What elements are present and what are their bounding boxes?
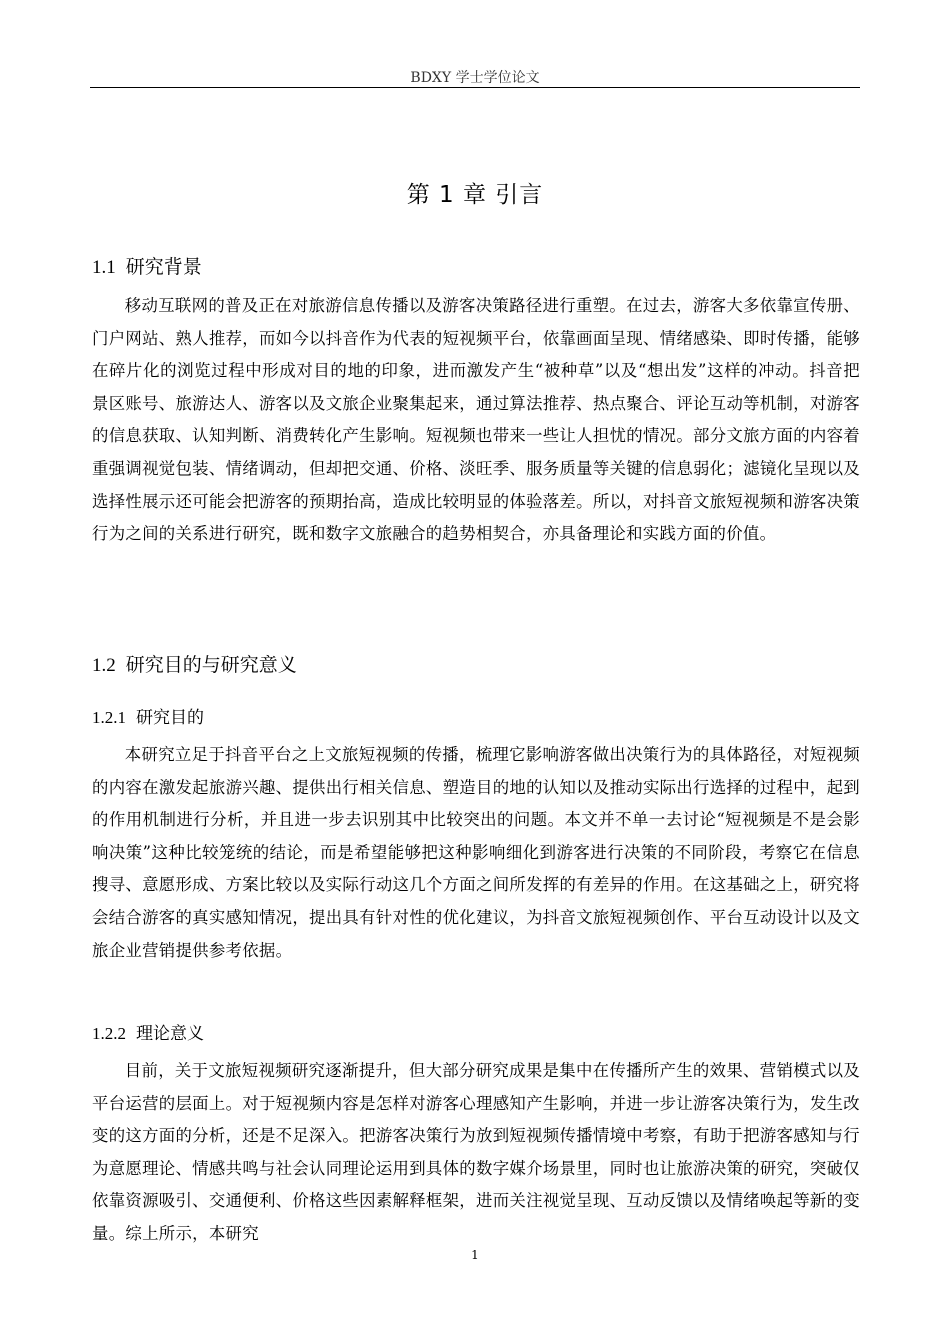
page-number: 1 <box>471 1248 479 1262</box>
section-heading-1-2 <box>92 650 297 677</box>
section-number: 1.2.2 <box>92 1024 126 1043</box>
section-heading-1-1 <box>92 252 202 279</box>
paragraph-research-background: 移动互联网的普及正在对旅游信息传播以及游客决策路径进行重塑。在过去，游客大多依靠宣传册、门户网站、熟人推荐，而如今以抖音作为代表的短视频平台，依靠画面呈现、情绪感染、即时传播，能够在碎片化的浏览过程中形成对目的地的印象，进而激发产生“被种草”以及“想出发”这样的冲动。抖音把景区账号、旅游达人、游客以及文旅企业聚集起来，通过算法推荐、热点聚合、评论互动等机制，对游客的信息获取、认知判断、消费转化产生影响。短视频也带来一些让人担忧的情况。部分文旅方面的内容着重强调视觉包装、情绪调动，但却把交通、价格、淡旺季、服务质量等关键的信息弱化；滤镜化呈现以及选择性展示还可能会把游客的预期抬高，造成比较明显的体验落差。所以，对抖音文旅短视频和游客决策行为之间的关系进行研究，既和数字文旅融合的趋势相契合，亦具备理论和实践方面的价值。 <box>92 296 860 544</box>
header-rule <box>90 87 860 88</box>
section-title: 研究目的 <box>136 708 204 728</box>
section-title: 理论意义 <box>136 1024 204 1044</box>
section-title: 研究背景 <box>125 256 202 278</box>
section-number: 1.1 <box>92 257 116 278</box>
chapter-title: 第 1 章 引言 <box>406 182 544 208</box>
section-title: 研究目的与研究意义 <box>125 654 297 676</box>
paragraph-theoretical-significance: 目前，关于文旅短视频研究逐渐提升，但大部分研究成果是集中在传播所产生的效果、营销模式以及平台运营的层面上。对于短视频内容是怎样对游客心理感知产生影响，并进一步让游客决策行为，发生改变的这方面的分析，还是不足深入。把游客决策行为放到短视频传播情境中考察，有助于把游客感知与行为意愿理论、情感共鸣与社会认同理论运用到具体的数字媒介场景里，同时也让旅游决策的研究，突破仅依靠资源吸引、交通便利、价格这些因素解释框架，进而关注视觉呈现、互动反馈以及情绪唤起等新的变量。综上所示，本研究 <box>92 1061 860 1243</box>
section-number: 1.2 <box>92 655 116 676</box>
subsection-heading-1-2-1 <box>92 703 204 728</box>
subsection-heading-1-2-2 <box>92 1019 204 1044</box>
running-header: BDXY 学士学位论文 <box>410 70 540 86</box>
paragraph-research-purpose: 本研究立足于抖音平台之上文旅短视频的传播，梳理它影响游客做出决策行为的具体路径，对短视频的内容在激发起旅游兴趣、提供出行相关信息、塑造目的地的认知以及推动实际出行选择的过程中，起到的作用机制进行分析，并且进一步去识别其中比较突出的问题。本文并不单一去讨论“短视频是不是会影响决策”这种比较笼统的结论，而是希望能够把这种影响细化到游客进行决策的不同阶段，考察它在信息搜寻、意愿形成、方案比较以及实际行动这几个方面之间所发挥的有差异的作用。在这基础之上，研究将会结合游客的真实感知情况，提出具有针对性的优化建议，为抖音文旅短视频创作、平台互动设计以及文旅企业营销提供参考依据。 <box>92 745 860 960</box>
section-number: 1.2.1 <box>92 708 126 727</box>
